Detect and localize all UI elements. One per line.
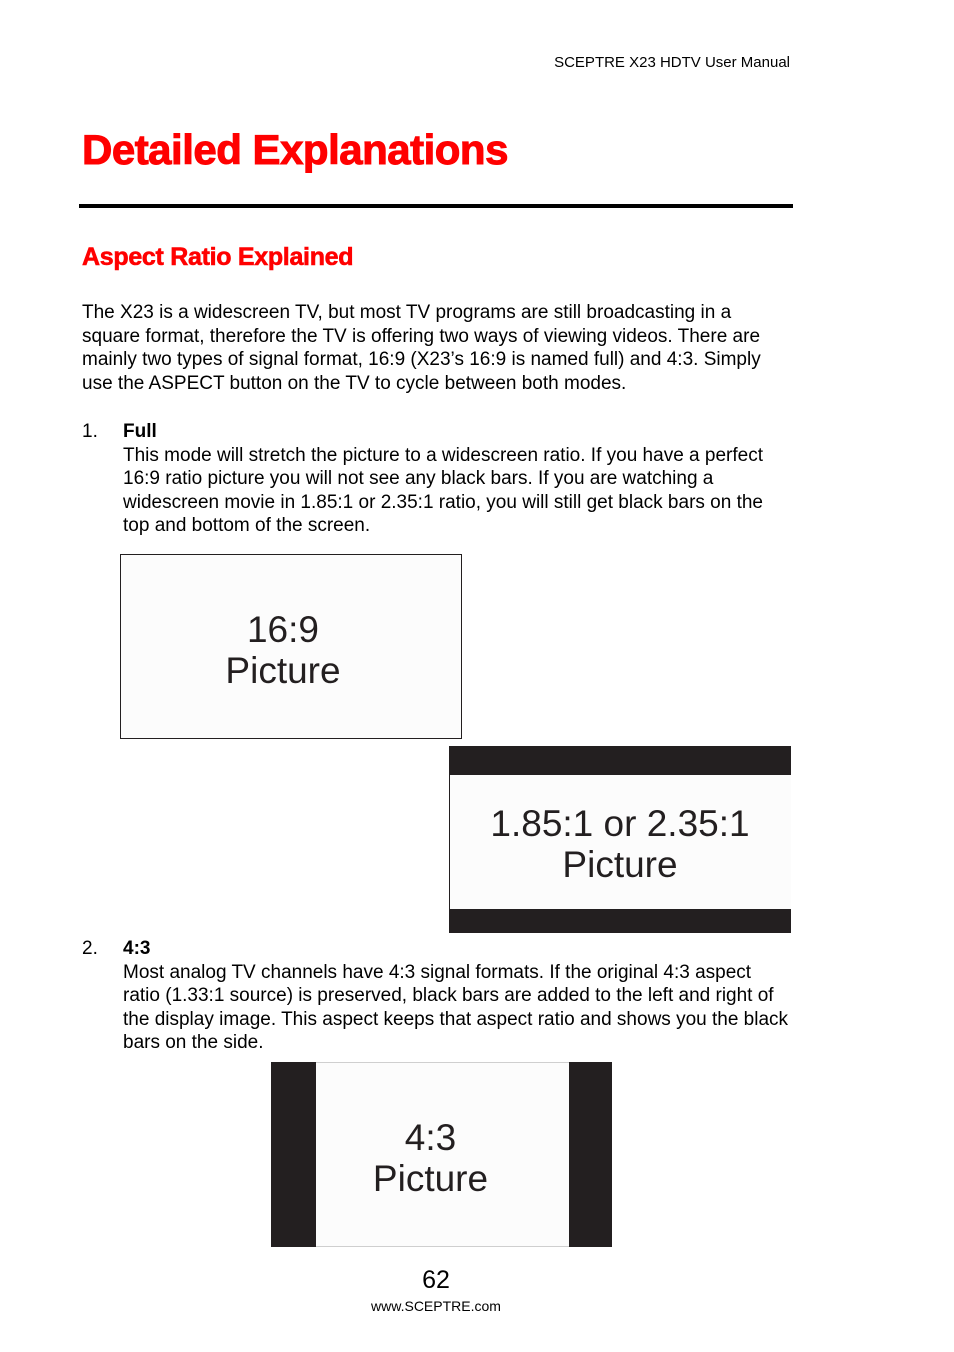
intro-paragraph: The X23 is a widescreen TV, but most TV programs are still broadcasting in a square format, therefore the TV is offering two ways of viewing videos. There are mainly two types of signal format, 16:9 (X23’s 16:9 is named full) and 4:3. Simply use the ASPECT button on the TV to cycle between both modes.	[82, 302, 761, 394]
list-item-number-2: 2.	[82, 938, 98, 959]
manual-header: SCEPTRE X23 HDTV User Manual	[554, 54, 790, 71]
list-item-description: Most analog TV channels have 4:3 signal formats. If the original 4:3 aspect ratio (1.33:1 source) is preserved, black bars are added to the left and right of the display image. This aspect keeps that aspect ratio and shows you the black bars on the side.	[123, 961, 789, 1053]
diagram-label-ratio: 4:3	[404, 1117, 457, 1158]
list-item-description: This mode will stretch the picture to a widescreen ratio. If you have a perfect 16:9 ratio picture you will not see any black bars. If you are watching a widescreen movie in 1.85:1 or 2.35:1 ratio, you will still get black bars on the top and bottom of the screen.	[123, 444, 763, 536]
diagram-label-ratio: 16:9	[246, 609, 319, 650]
diagram-label-ratio: 1.85:1 or 2.35:1	[490, 803, 750, 844]
page-number: 62	[422, 1266, 450, 1294]
footer-website: www.SCEPTRE.com	[371, 1298, 501, 1314]
section-heading: Aspect Ratio Explained	[82, 243, 354, 271]
diagram-label-picture: Picture	[372, 1158, 489, 1199]
letterbox-picture-diagram	[449, 746, 791, 933]
title-divider	[79, 204, 793, 208]
list-item-title: Full	[123, 421, 157, 442]
list-item-full	[123, 420, 793, 538]
list-item-title: 4:3	[123, 938, 151, 959]
bottom-black-bar	[449, 909, 791, 933]
diagram-label-picture: Picture	[562, 844, 678, 885]
top-black-bar	[449, 746, 791, 775]
page-title: Detailed Explanations	[82, 126, 508, 173]
pillarbox-picture-diagram	[271, 1062, 612, 1247]
diagram-label-picture: Picture	[225, 650, 341, 691]
list-item-number-1: 1.	[82, 421, 98, 442]
list-item-4-3	[123, 937, 793, 1055]
widescreen-picture-diagram	[120, 554, 462, 739]
